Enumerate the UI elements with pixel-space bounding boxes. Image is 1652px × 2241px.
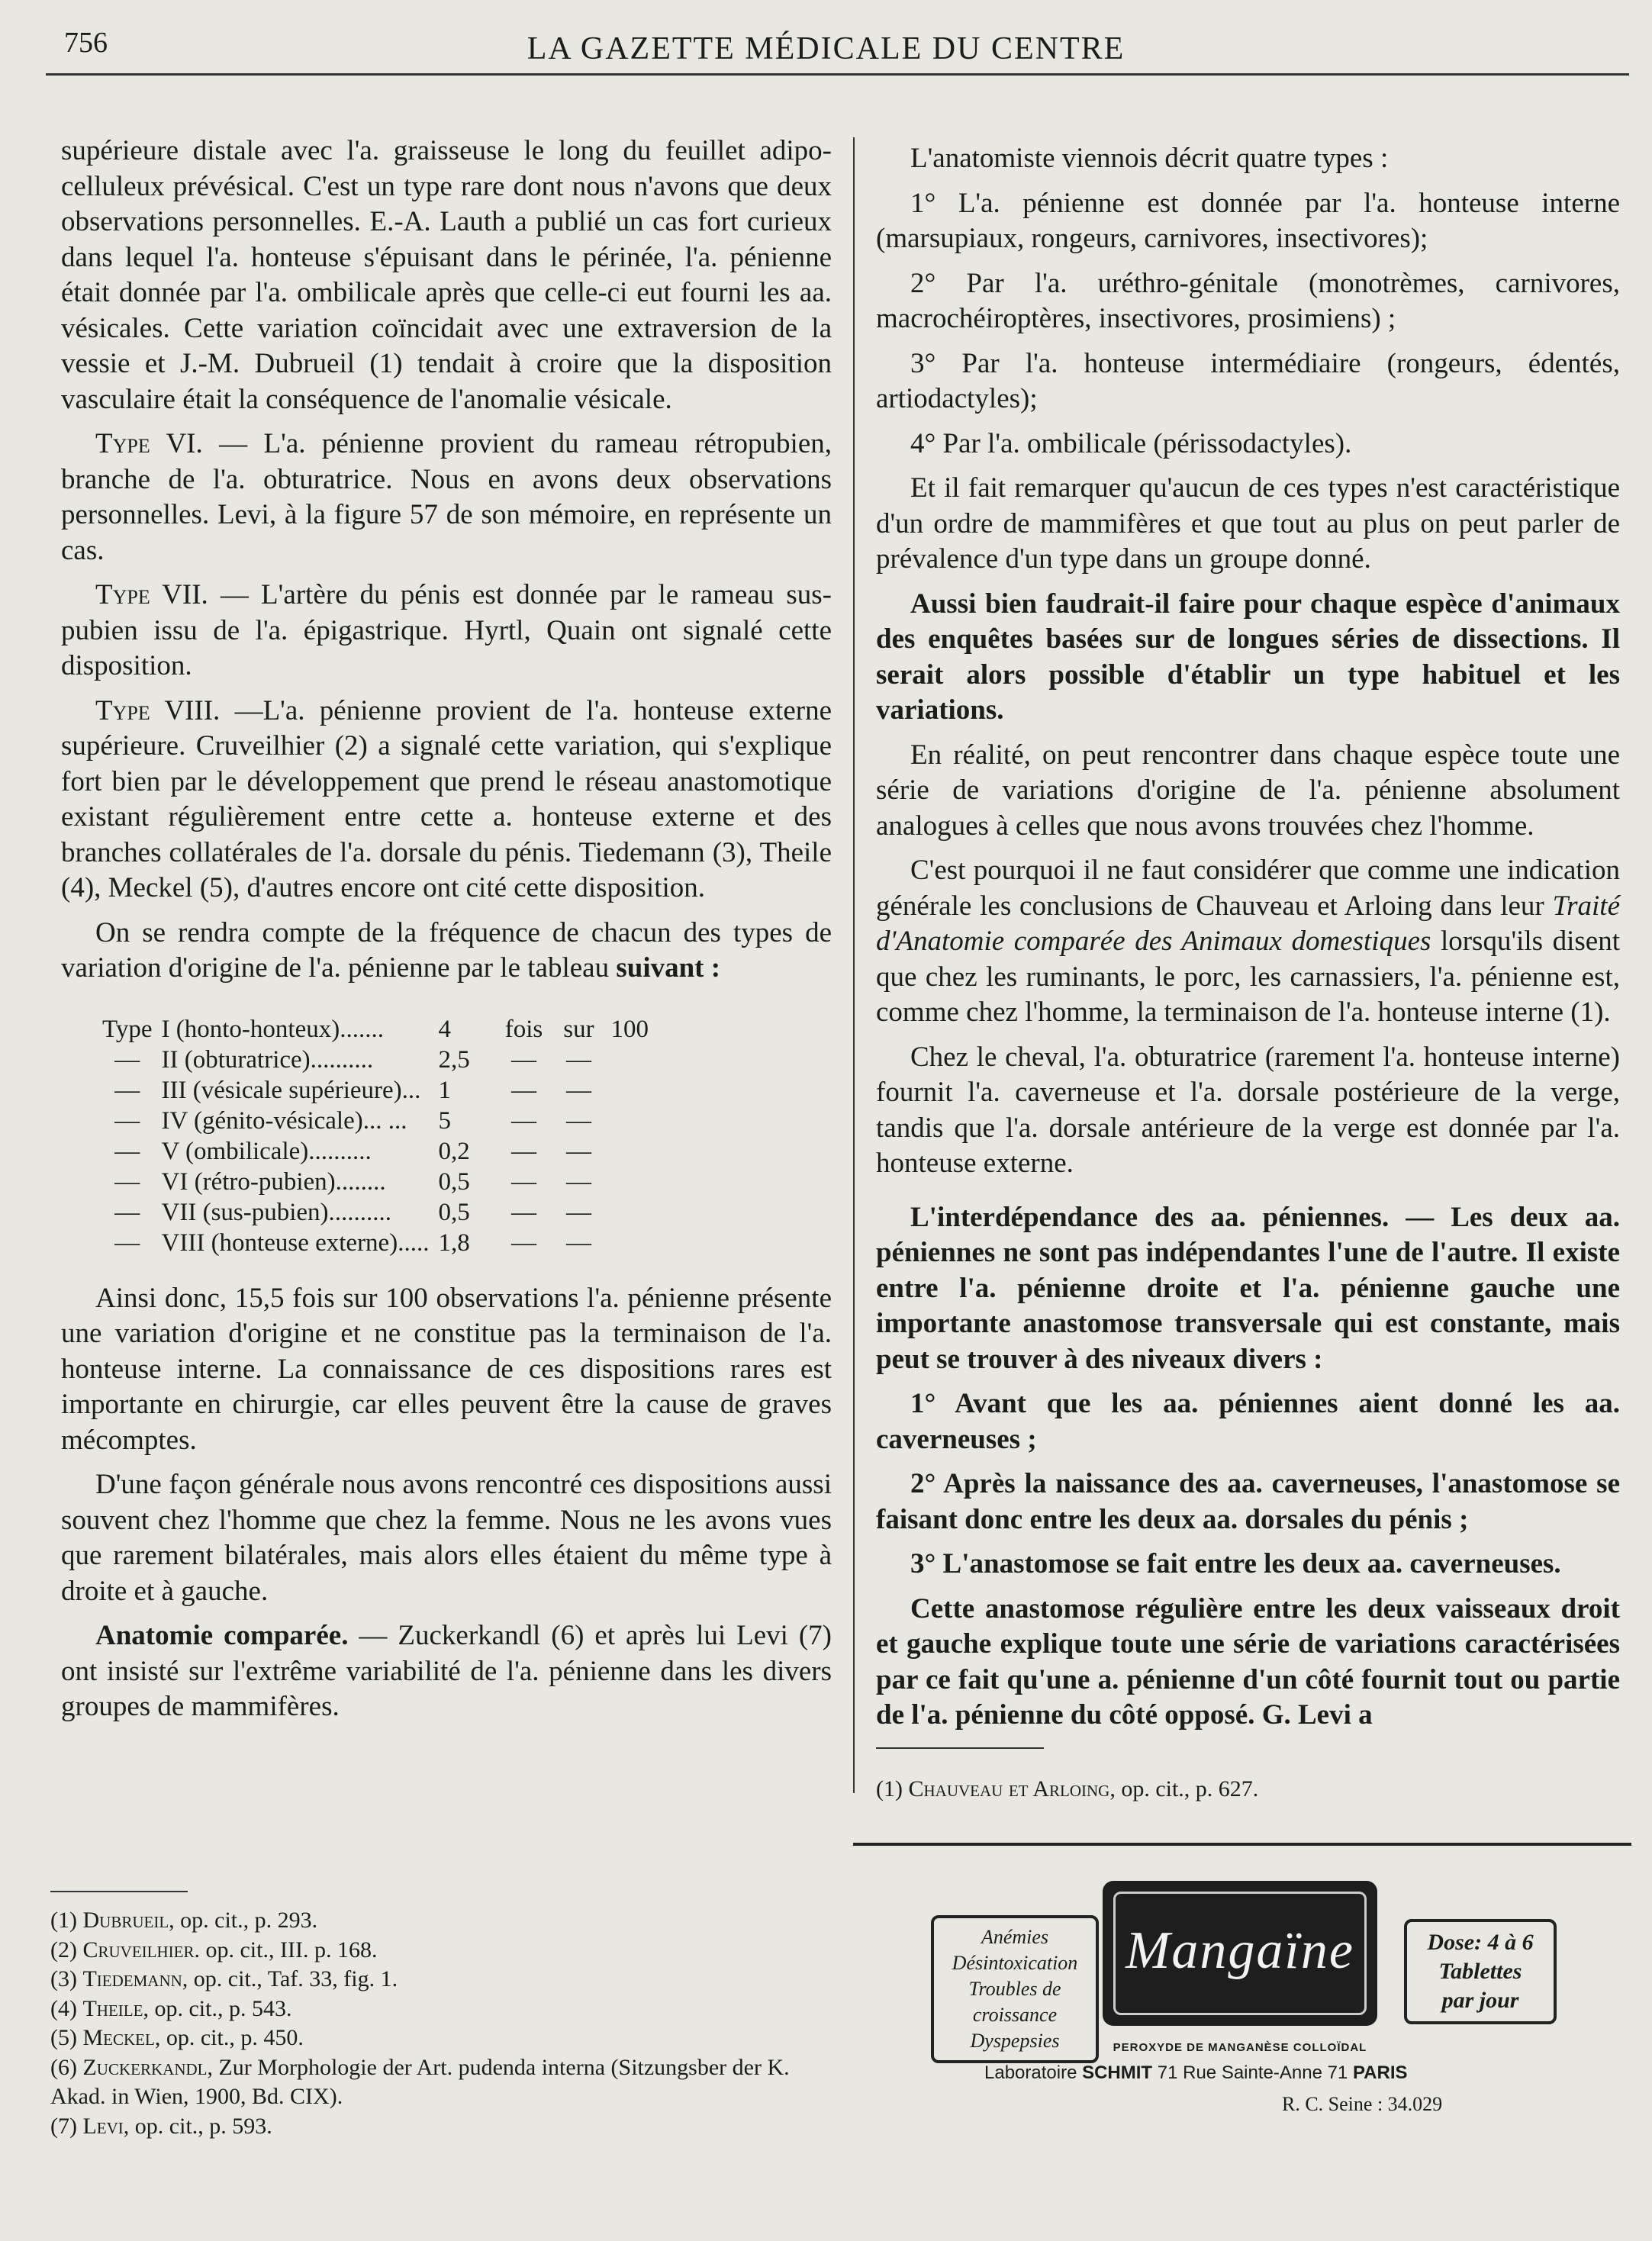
table-cell: —	[565, 1076, 591, 1104]
footnote-text: , op. cit., p. 293.	[169, 1908, 318, 1933]
footnote-text: , op. cit., p. 543.	[143, 1995, 292, 2021]
footnote	[50, 1995, 821, 2024]
paragraph-text: —L'a. pénienne provient de l'a. honteuse externe supérieure. Cruveilhier (2) a signalé cette variation, qui s'explique fort bien par le développement que prend le réseau anastomotique existant régulièrement entre cette a. honteuse externe et des branches collatérales de l'a. dorsale du pénis. Tiedemann (3), Theile (4), Meckel (5), d'autres encore ont cité cette disposition.	[61, 694, 832, 903]
laboratory-address	[984, 2062, 1408, 2084]
footnote-text: . op. cit., III. p. 168.	[194, 1937, 378, 1962]
book-title: Traité d'Anatomie comparée des Animaux domestiques	[876, 890, 1620, 957]
table-cell: III (vésicale supérieure)...	[161, 1076, 421, 1104]
paragraph-text: — L'a. pénienne provient du rameau rétropubien, branche de l'a. obturatrice. Nous en avons deux observations personnelles. Levi, à la figure 57 de son mémoire, en représente un cas.	[61, 428, 832, 566]
table-cell: 1,8	[438, 1228, 470, 1257]
table-cell: —	[510, 1167, 536, 1196]
section-heading: Anatomie comparée.	[95, 1620, 349, 1651]
column-divider	[853, 137, 855, 1793]
table-cell: —	[565, 1045, 591, 1074]
dosage-line: Tablettes	[1438, 1959, 1522, 1984]
indications-box	[931, 1915, 1099, 2063]
table-cell: Type	[102, 1015, 153, 1043]
type-label: Type VII.	[95, 579, 208, 610]
table-cell: VIII (honteuse externe).....	[161, 1228, 430, 1257]
table-row	[98, 1106, 653, 1136]
table-cell: 100	[610, 1015, 649, 1043]
paragraph-interdependance	[876, 1200, 1620, 1378]
paragraph-anatomie-comparee	[61, 1618, 832, 1725]
table-cell: —	[510, 1045, 536, 1074]
footnote-text: , op. cit., p. 450.	[154, 2025, 304, 2050]
paragraph-text: — Les deux aa. péniennes ne sont pas indépendantes l'une de l'autre. Il existe entre l'a. pénienne droite et l'a. pénienne gauche une importante anastomose transversale qui est constante, mais peut se trouver à des niveaux divers :	[876, 1201, 1621, 1375]
running-title: LA GAZETTE MÉDICALE DU CENTRE	[527, 31, 1125, 66]
paragraph: Cette anastomose régulière entre les deux vaisseaux droit et gauche explique toute une série de variations caractérisées par ce fait qu'une a. pénienne d'un côté fournit tout ou partie de l'a. pénienne du côté opposé. G. Levi a	[876, 1592, 1620, 1731]
type-label: Type VIII.	[95, 694, 221, 726]
section-heading: L'interdépendance des aa. péniennes.	[910, 1201, 1390, 1233]
paragraph: Et il fait remarquer qu'aucun de ces types n'est caractéristique d'un ordre de mammifères et que tout au plus on peut parler de prévalence d'un type dans un groupe donné.	[876, 472, 1620, 575]
table-row	[98, 1075, 653, 1106]
footnote-text: , Zur Morphologie der Art. pudenda interna (Sitzungsber der K. Akad. in Wien, 1900, Bd. CIX).	[50, 2054, 790, 2109]
footnote-author: Cruveilhier	[82, 1937, 195, 1962]
table-cell: 0,2	[438, 1137, 470, 1165]
table-cell: 4	[438, 1015, 451, 1043]
paragraph: 2° Après la naissance des aa. caverneuses, l'anastomose se faisant donc entre les deux aa. dorsales du pénis ;	[876, 1468, 1620, 1535]
footnote-author: Zuckerkandl	[82, 2054, 208, 2080]
paragraph	[876, 853, 1620, 1031]
paragraph: En réalité, on peut rencontrer dans chaque espèce toute une série de variations d'origine de l'a. pénienne absolument analogues à celles que nous avons trouvées chez l'homme.	[876, 739, 1620, 842]
footnote-text: , op. cit., p. 627.	[1109, 1776, 1259, 1801]
table-cell: —	[114, 1167, 140, 1196]
paragraph: Chez le cheval, l'a. obturatrice (rarement l'a. honteuse interne) fournit l'a. caverneuse et l'a. dorsale postérieure de la verge, tandis que l'a. dorsale antérieure de la verge est donnée par l'a. honteuse externe.	[876, 1041, 1620, 1179]
table-cell: V (ombilicale)..........	[161, 1137, 372, 1165]
table-cell: —	[510, 1106, 536, 1135]
registration-number: R. C. Seine : 34.029	[1282, 2093, 1443, 2115]
lab-name: SCHMIT	[1082, 2062, 1153, 2083]
table-cell: —	[114, 1198, 140, 1226]
paragraph: 2° Par l'a. uréthro-génitale (monotrèmes, carnivores, macrochéiroptères, insectivores, prosimiens) ;	[876, 267, 1620, 334]
footnote	[50, 1965, 821, 1995]
paragraph: 1° L'a. pénienne est donnée par l'a. honteuse interne (marsupiaux, rongeurs, carnivores, insectivores);	[876, 187, 1620, 254]
paragraph: 4° Par l'a. ombilicale (périssodactyles).	[910, 427, 1352, 459]
lab-prefix: Laboratoire	[984, 2062, 1083, 2083]
footnote-author: Meckel	[82, 2025, 155, 2050]
table-cell: —	[565, 1228, 591, 1257]
table-row	[98, 1228, 653, 1258]
brand-plate	[1103, 1881, 1377, 2026]
page-number: 756	[64, 27, 108, 59]
paragraph: 1° Avant que les aa. péniennes aient donné les aa. caverneuses ;	[876, 1388, 1620, 1455]
right-column	[876, 141, 1620, 1743]
footnote-number: (4)	[50, 1995, 83, 2021]
paragraph-type-vii	[61, 578, 832, 684]
paragraph-text: — L'artère du pénis est donnée par le rameau sus-pubien issu de l'a. épigastrique. Hyrtl, Quain ont signalé cette disposition.	[61, 579, 832, 681]
advertisement-rule	[853, 1843, 1631, 1846]
paragraph: 3° L'anastomose se fait entre les deux aa. caverneuses.	[910, 1548, 1561, 1579]
paragraph: Ainsi donc, 15,5 fois sur 100 observations l'a. pénienne présente une variation d'origine et ne constitue pas la terminaison de l'a. honteuse interne. La connaissance de ces dispositions rares est importante en chirurgie, car elles peuvent être la cause de graves mécomptes.	[61, 1282, 832, 1456]
product-subtitle: PEROXYDE DE MANGANÈSE COLLOÏDAL	[1113, 2041, 1367, 2054]
footnote-author: Tiedemann	[82, 1966, 182, 1991]
table-cell: —	[114, 1106, 140, 1135]
table-cell: 5	[438, 1106, 451, 1135]
footnote-number: (6)	[50, 2054, 83, 2080]
indication: Dyspepsies	[970, 2030, 1060, 2052]
table-cell: —	[114, 1045, 140, 1074]
footnote-number: (1)	[876, 1776, 909, 1801]
footnote-author: Theile	[82, 1995, 143, 2021]
paragraph: Aussi bien faudrait-il faire pour chaque espèce d'animaux des enquêtes basées sur de longues séries de dissections. Il serait alors possible d'établir un type habituel et les variations.	[876, 588, 1620, 726]
footnote	[50, 2024, 821, 2053]
brand-name: Mangaïne	[1125, 1921, 1354, 1980]
table-cell: —	[510, 1198, 536, 1226]
table-cell: I (honto-honteux).......	[161, 1015, 384, 1043]
indication: Anémies	[981, 1926, 1049, 1948]
dosage-box	[1404, 1919, 1557, 2024]
paragraph-text: C'est pourquoi il ne faut considérer que comme une indication générale les conclusions de Chauveau et Arloing dans leur	[876, 855, 1620, 922]
table-row	[98, 1014, 653, 1045]
variation-frequency-table	[98, 1014, 653, 1258]
footnote-text: , op. cit., Taf. 33, fig. 1.	[182, 1966, 398, 1991]
table-cell: —	[114, 1076, 140, 1104]
table-row	[98, 1197, 653, 1228]
paragraph: supérieure distale avec l'a. graisseuse le long du feuillet adipo-celluleux prévésical. C'est un type rare dont nous n'avons que deux observations personnelles. E.-A. Lauth a publié un cas fort curieux dans lequel l'a. honteuse s'épuisant dans le périnée, l'a. pénienne était donnée par l'a. ombilicale après que celle-ci eut fourni les aa. vésicales. Cette variation coïncidait avec une extraversion de la vessie et J.-M. Dubrueil (1) tendait à croire que la disposition vasculaire était la conséquence de l'anomalie vésicale.	[61, 135, 832, 415]
footnote	[50, 2112, 821, 2142]
footnote-author: Dubrueil	[82, 1908, 169, 1933]
footnotes-right	[876, 1775, 1563, 1805]
paragraph-text: — Zuckerkandl (6) et après lui Levi (7) ont insisté sur l'extrême variabilité de l'a. pénienne dans les divers groupes de mammifères.	[61, 1620, 832, 1722]
footnote-number: (5)	[50, 2025, 83, 2050]
footnote	[876, 1775, 1563, 1805]
type-label: Type VI.	[95, 428, 203, 459]
dosage-line: Dose: 4 à 6	[1427, 1930, 1534, 1955]
footnote-rule	[50, 1891, 188, 1892]
paragraph-table-intro	[61, 916, 832, 987]
footnote-text: , op. cit., p. 593.	[123, 2113, 272, 2139]
paragraph-text: lorsqu'ils disent que chez les ruminants, le porc, les carnassiers, l'a. pénienne est, comme chez l'homme, la terminaison de l'a. honteuse interne (1).	[876, 926, 1620, 1028]
table-cell: —	[565, 1137, 591, 1165]
header-rule	[46, 73, 1629, 76]
paragraph-text-bold: suivant :	[616, 952, 721, 984]
table-cell: 1	[438, 1076, 451, 1104]
table-cell: —	[114, 1228, 140, 1257]
paragraph-type-viii	[61, 694, 832, 906]
table-cell: —	[565, 1167, 591, 1196]
table-cell: —	[565, 1198, 591, 1226]
table-row	[98, 1136, 653, 1167]
table-cell: —	[114, 1137, 140, 1165]
left-column	[61, 134, 832, 1734]
table-cell: —	[510, 1228, 536, 1257]
table-row	[98, 1167, 653, 1197]
table-cell: VII (sus-pubien)..........	[161, 1198, 392, 1226]
table-cell: —	[565, 1106, 591, 1135]
table-cell: —	[510, 1137, 536, 1165]
footnote	[50, 1906, 821, 1936]
footnote-number: (7)	[50, 2113, 83, 2139]
footnote-rule	[876, 1747, 1044, 1749]
indication: Désintoxication	[952, 1952, 1078, 1974]
footnote	[50, 1936, 821, 1966]
table-cell: II (obturatrice)..........	[161, 1045, 374, 1074]
paragraph: D'une façon générale nous avons rencontré ces dispositions aussi souvent chez l'homme que chez la femme. Nous ne les avons vues que rarement bilatérales, mais alors elles étaient du même type à droite et à gauche.	[61, 1469, 832, 1607]
table-cell: 2,5	[438, 1045, 470, 1074]
footnote-number: (1)	[50, 1908, 83, 1933]
table-cell: IV (génito-vésicale)... ...	[161, 1106, 407, 1135]
paragraph-text: On se rendra compte de la fréquence de chacun des types de variation d'origine de l'a. pénienne par le tableau	[61, 916, 832, 984]
footnote-author: Chauveau et Arloing	[908, 1776, 1110, 1801]
paragraph: 3° Par l'a. honteuse intermédiaire (rongeurs, édentés, artiodactyles);	[876, 347, 1620, 414]
footnotes-left	[50, 1906, 821, 2141]
table-cell: 0,5	[438, 1198, 470, 1226]
table-cell: —	[510, 1076, 536, 1104]
table-cell: sur	[563, 1015, 594, 1043]
dosage-line: par jour	[1441, 1988, 1519, 2013]
indication: Troubles de croissance	[968, 1978, 1061, 2026]
paragraph-type-vi	[61, 427, 832, 568]
table-cell: VI (rétro-pubien)........	[161, 1167, 386, 1196]
table-cell: 0,5	[438, 1167, 470, 1196]
lab-street: 71 Rue Sainte-Anne 71	[1152, 2062, 1353, 2083]
table-cell: fois	[504, 1015, 543, 1043]
table-row	[98, 1045, 653, 1075]
footnote-number: (2)	[50, 1937, 83, 1962]
footnote-number: (3)	[50, 1966, 83, 1991]
footnote-author: Levi	[82, 2113, 124, 2139]
lab-city: PARIS	[1352, 2062, 1408, 2083]
footnote	[50, 2053, 821, 2112]
advertisement-mangaine	[878, 1866, 1610, 2115]
paragraph: L'anatomiste viennois décrit quatre types :	[910, 143, 1389, 174]
